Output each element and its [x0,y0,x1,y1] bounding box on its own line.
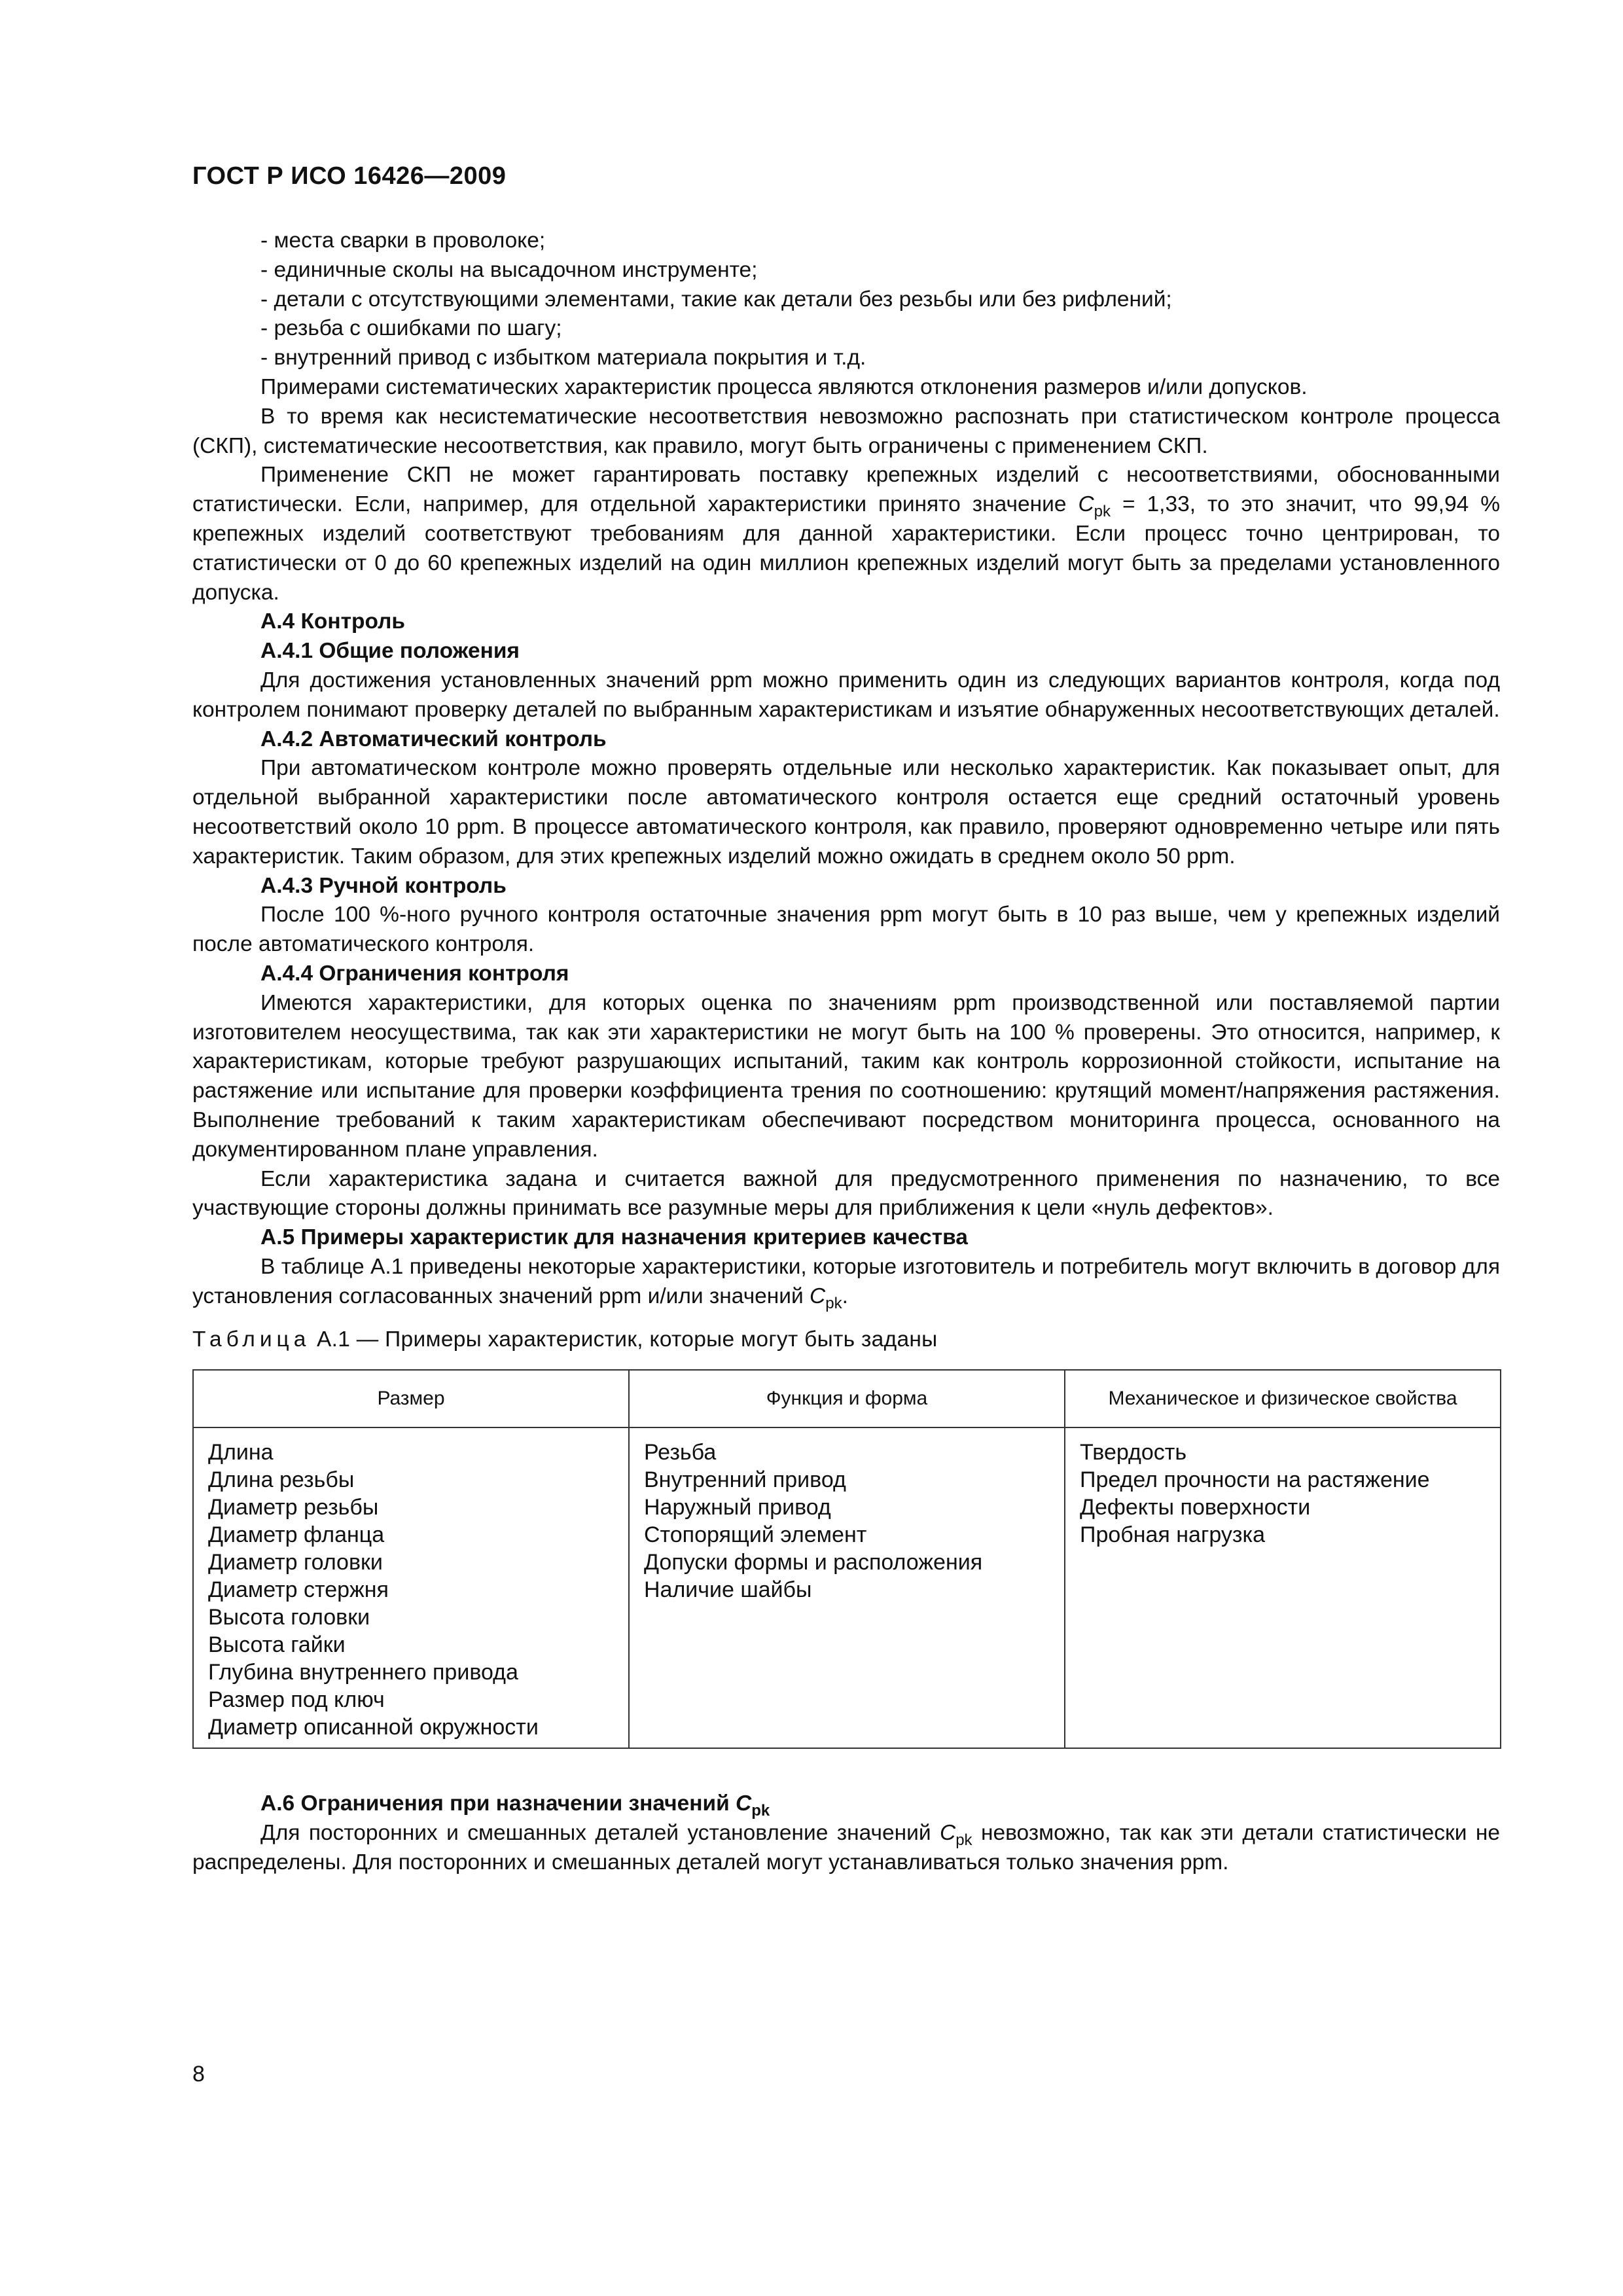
list-item: - детали с отсутствующими элементами, такие как детали без резьбы или без рифлений; [260,287,1172,312]
paragraph-text: невозможно, так как эти детали статистически не распределены. Для посторонних и смешанных деталей могут устанавливаться только значения ppm. [192,1821,1500,1874]
paragraph-a42: При автоматическом контроле можно проверять отдельные или несколько характеристик. Как показывает опыт, для отдельной выбранной характеристики после автоматического контроля остается еще средний остаточный уровень несоответствий около 10 ppm. В процессе автоматического контроля, как правило, проверяют одновременно четыре или пять характеристик. Таким образом, для этих крепежных изделий можно ожидать в среднем около 50 ppm. [192,756,1500,869]
list-item: Твердость [1080,1440,1187,1465]
cpk-symbol: C [939,1821,956,1846]
list-item: Высота головки [208,1605,370,1630]
table-row [193,1427,1501,1748]
mechanical-column-cell [1065,1427,1501,1748]
section-title-a41: А.4.1 Общие положения [260,639,520,664]
section-title-text: А.6 Ограничения при назначении значений [260,1791,736,1816]
paragraph-a44-1: Имеются характеристики, для которых оценка по значениям ppm производственной или поставляемой партии изготовителем неосуществима, так как эти характеристики не могут быть на 100 % проверены. Это относится, например, к характеристикам, которые требуют разрушающих испытаний, таким как контроль коррозионной стойкости, испытание на растяжение или испытание для проверки коэффициента трения по соотношению: крутящий момент/напряжения растяжения. Выполнение требований к таким характеристикам обеспечивают посредством мониторинга процесса, основанного на документированном плане управления. [192,990,1500,1162]
table-caption-prefix: Таблица [192,1327,311,1352]
list-item: Допуски формы и расположения [644,1550,983,1575]
paragraph-a5 [192,1253,1500,1312]
list-item: - внутренний привод с избытком материала покрытия и т.д. [260,346,866,370]
table-caption-text: А.1 — Примеры характеристик, которые могут быть заданы [310,1327,938,1352]
paragraph-text: = 1,33, то это значит, что 99,94 % крепежных изделий соответствуют требованиям для данной характеристики. Если процесс точно центрирован, то статистически от 0 до 60 крепежных изделий на один миллион крепежных изделий могут быть за пределами установленного допуска. [192,492,1500,605]
spacer [192,1749,1500,1789]
list-item: Диаметр фланца [208,1522,385,1548]
section-title-a6 [192,1789,1500,1819]
list-item: Длина [208,1440,274,1465]
paragraph-text: В таблице А.1 приведены некоторые характеристики, которые изготовитель и потребитель могут включить в договор для установления согласованных значений ppm и/или значений [192,1254,1500,1308]
list-item: Наличие шайбы [644,1577,812,1603]
cpk-symbol: C [810,1283,826,1308]
list-item: Внутренний привод [644,1467,846,1493]
list-item: Предел прочности на растяжение [1080,1467,1430,1493]
list-item: Глубина внутреннего привода [208,1660,518,1685]
list-item: - единичные сколы на высадочном инструменте; [260,257,758,282]
function-column-cell [629,1427,1065,1748]
paragraph-a6 [192,1819,1500,1878]
list-item: Высота гайки [208,1632,346,1658]
size-column-cell [193,1427,629,1748]
section-title-a4: А.4 Контроль [260,609,405,634]
column-header-size: Размер [193,1370,629,1427]
table-caption [192,1325,1500,1355]
paragraph-a43: После 100 %-ного ручного контроля остаточные значения ppm могут быть в 10 раз выше, чем у крепежных изделий после автоматического контроля. [192,903,1500,957]
paragraph-a44-2: Если характеристика задана и считается важной для предусмотренного применения по назначению, то все участвующие стороны должны принимать все разумные меры для приближения к цели «нуль дефектов». [192,1166,1500,1221]
table-header-row [193,1370,1501,1427]
paragraph-spc: В то время как несистематические несоответствия невозможно распознать при статистическом контроле процесса (СКП), систематические несоответствия, как правило, могут быть ограничены с применением СКП. [192,404,1500,458]
list-item: Диаметр резьбы [208,1495,379,1520]
list-item: Наружный привод [644,1495,831,1520]
cpk-symbol: C [1078,492,1094,517]
column-header-function: Функция и форма [629,1370,1065,1427]
paragraph-text: Применение СКП не может гарантировать поставку крепежных изделий с несоответствиями, обоснованными статистически. Если, например, для отдельной характеристики принято значение [192,463,1500,517]
cpk-subscript: pk [825,1294,842,1312]
characteristics-table [192,1369,1501,1749]
standard-header: ГОСТ Р ИСО 16426—2009 [192,162,507,190]
list-item: Стопорящий элемент [644,1522,867,1548]
cpk-symbol: C [736,1791,752,1816]
cpk-subscript: pk [751,1802,770,1820]
list-item: Диаметр стержня [208,1577,389,1603]
paragraph-text: . [842,1283,848,1308]
paragraph-a41: Для достижения установленных значений ppm можно применить один из следующих вариантов контроля, когда под контролем понимают проверку деталей по выбранным характеристикам и изъятие обнаруженных несоответствующих деталей. [192,668,1500,722]
cpk-subscript: pk [955,1831,972,1850]
list-item: Дефекты поверхности [1080,1495,1311,1520]
list-item: Пробная нагрузка [1080,1522,1266,1548]
list-item: Длина резьбы [208,1467,355,1493]
paragraph-text: Для посторонних и смешанных деталей установление значений [260,1821,940,1846]
section-title-a5: А.5 Примеры характеристик для назначения критериев качества [260,1225,968,1250]
paragraph-systematic: Примерами систематических характеристик процесса являются отклонения размеров и/или допусков. [260,374,1308,399]
column-header-mechanical: Механическое и физическое свойства [1065,1370,1501,1427]
list-item: Резьба [644,1440,717,1465]
section-title-a43: А.4.3 Ручной контроль [260,873,507,898]
cpk-subscript: pk [1094,503,1111,521]
page-number: 8 [192,2062,205,2087]
list-item: Размер под ключ [208,1687,385,1713]
page-content [192,226,1500,1878]
list-item: - места сварки в проволоке; [260,228,546,253]
list-item: Диаметр описанной окружности [208,1715,539,1740]
paragraph-cpk [192,461,1500,607]
list-item: - резьба с ошибками по шагу; [260,316,562,341]
section-title-a44: А.4.4 Ограничения контроля [260,961,569,986]
list-item: Диаметр головки [208,1550,383,1575]
section-title-a42: А.4.2 Автоматический контроль [260,726,607,751]
